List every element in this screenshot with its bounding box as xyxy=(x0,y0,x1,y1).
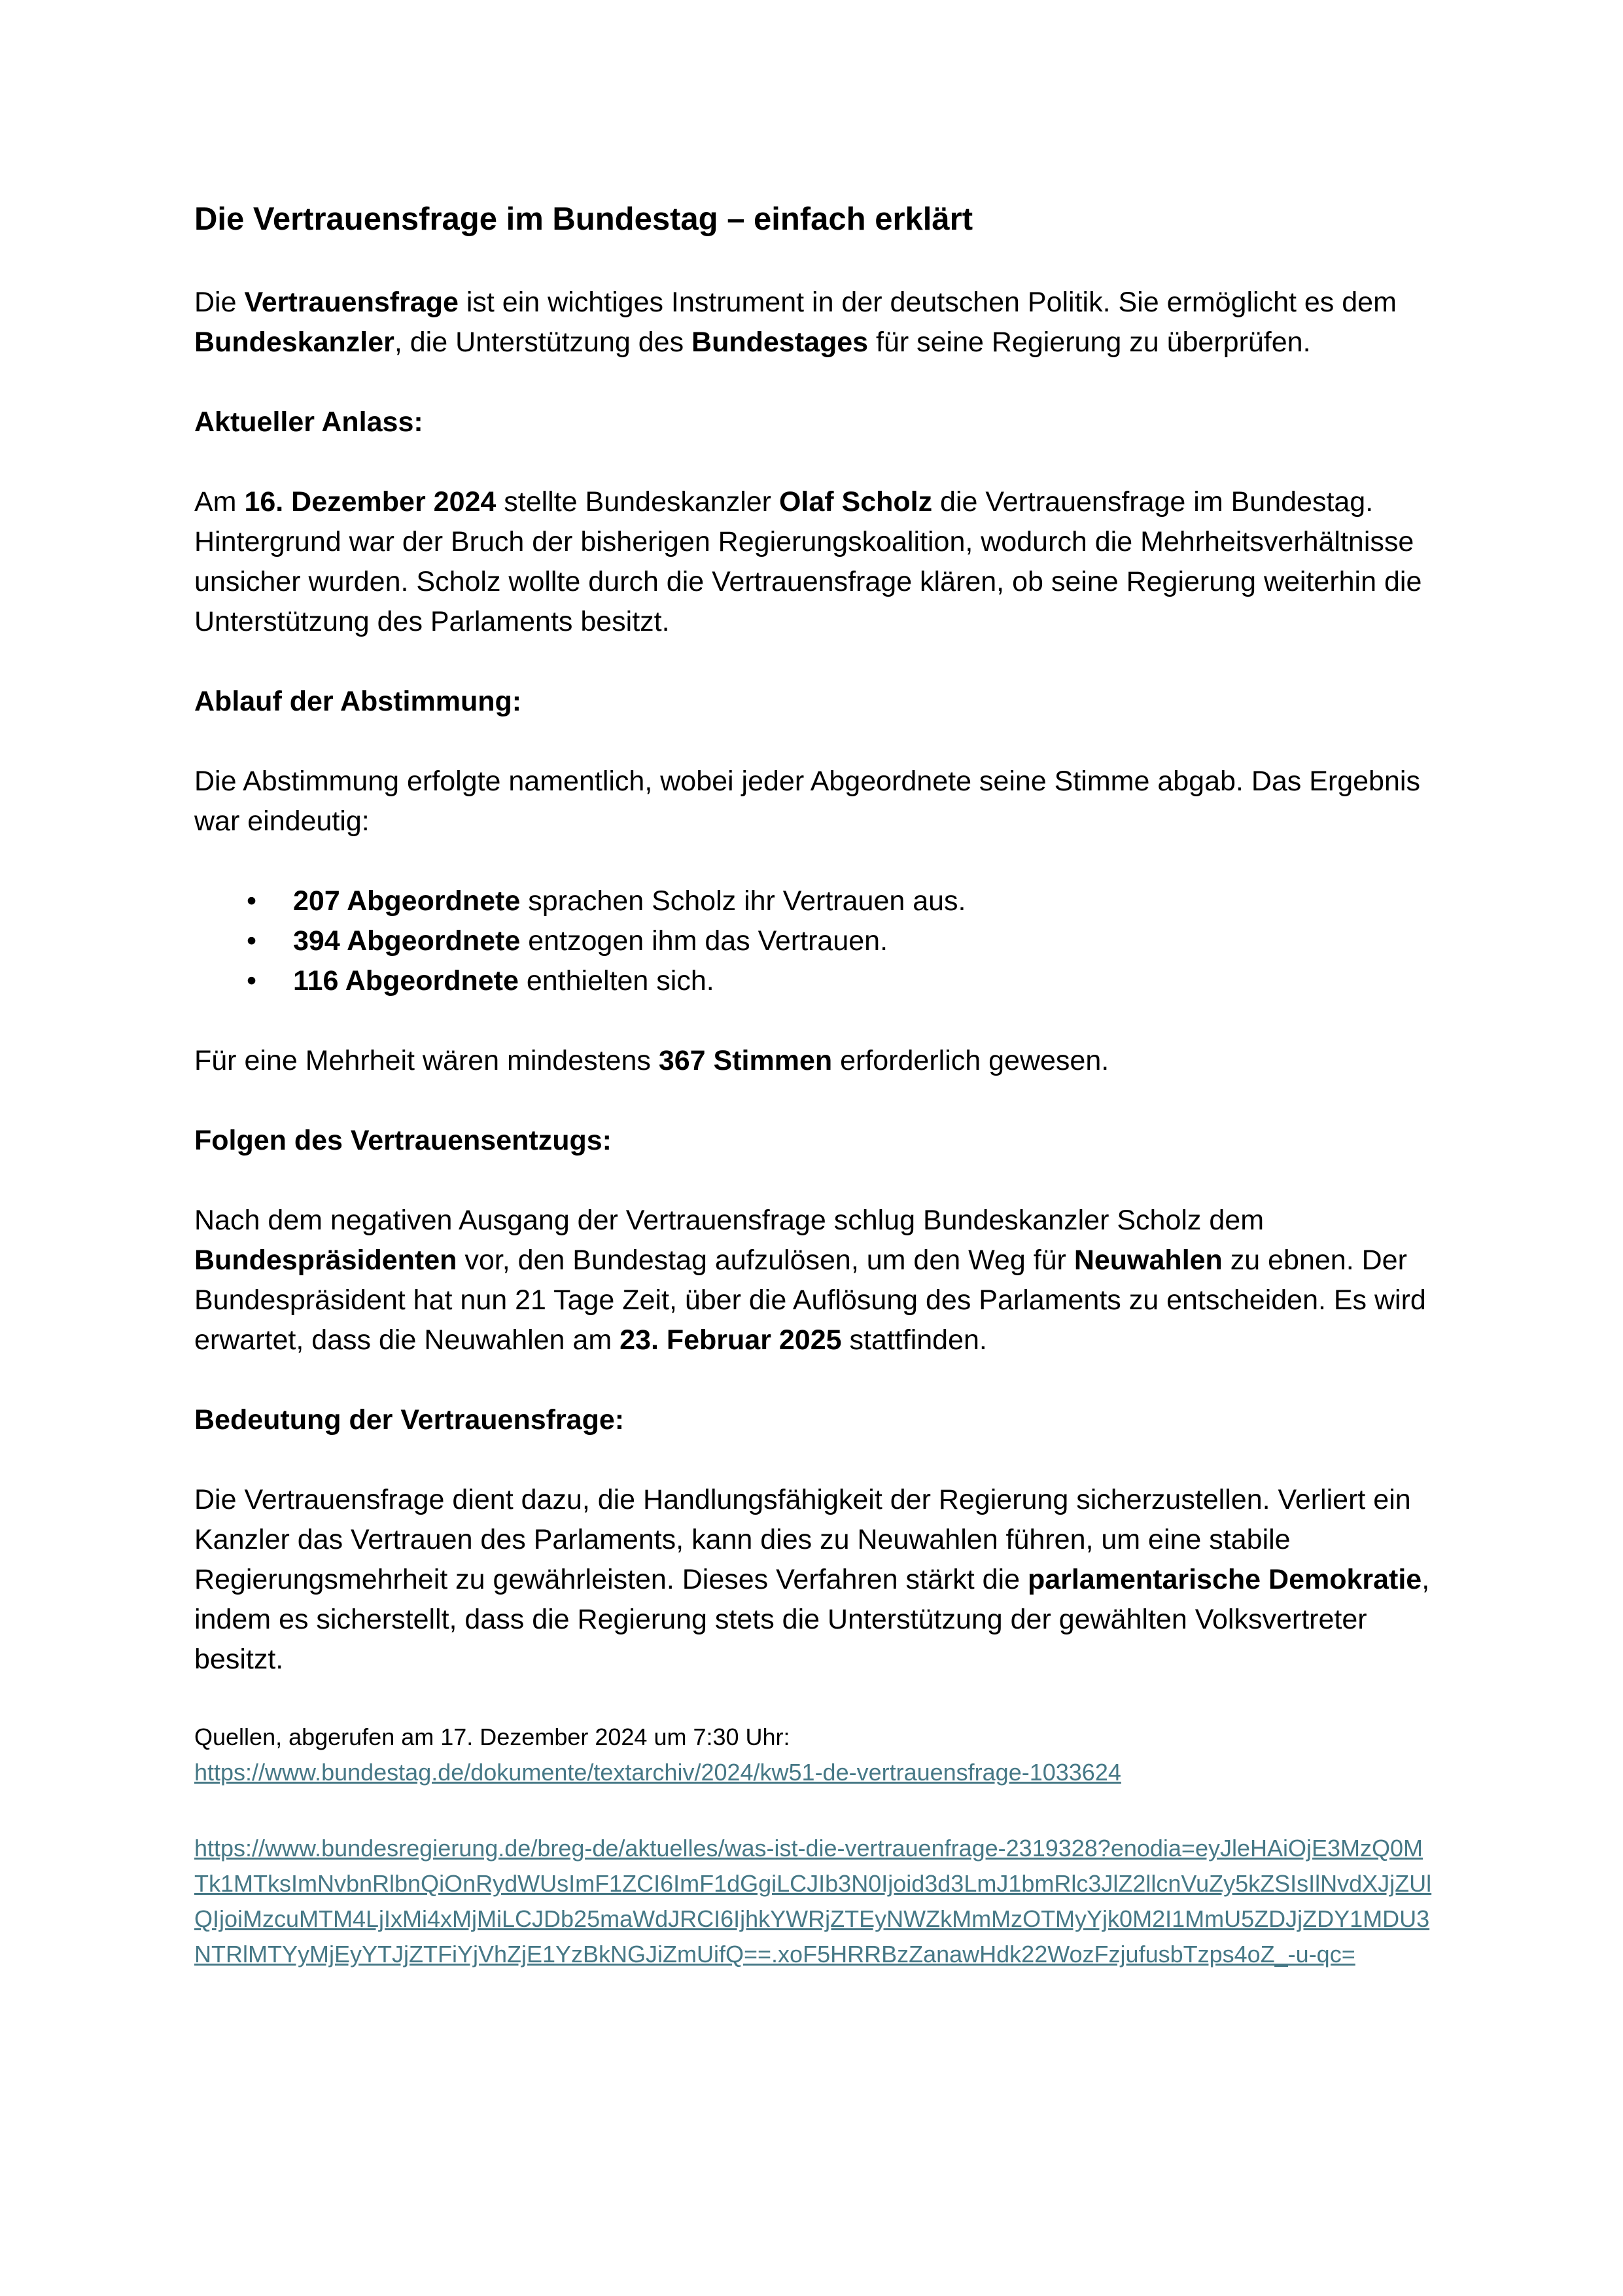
ablauf-heading: Ablauf der Abstimmung: xyxy=(194,686,522,717)
document-page xyxy=(194,196,1437,1972)
folgen-text-2: vor, den Bundestag aufzulösen, um den Weg für xyxy=(457,1245,1074,1276)
vote-description: sprachen Scholz ihr Vertrauen aus. xyxy=(520,885,966,917)
bedeutung-bold-demokratie: parlamentarische Demokratie xyxy=(1027,1564,1422,1595)
list-item xyxy=(194,881,1437,921)
majority-text-1: Für eine Mehrheit wären mindestens xyxy=(194,1045,659,1076)
list-item xyxy=(194,961,1437,1001)
bedeutung-paragraph xyxy=(194,1480,1437,1680)
anlass-heading: Aktueller Anlass: xyxy=(194,406,423,438)
anlass-text-3: die Vertrauensfrage im Bundestag. Hintergrund war der Bruch der bisherigen Regierungskoalition, wodurch die Mehrheitsverhältnisse unsicher wurden. Scholz wollte durch die Vertrauensfrage klären, ob seine Regierung weiterhin die Unterstützung des Parlaments besitzt. xyxy=(194,486,1422,637)
majority-text-2: erforderlich gewesen. xyxy=(832,1045,1109,1076)
bedeutung-text-2: , indem es sicherstellt, dass die Regierung stets die Unterstützung der gewählten Volksvertreter besitzt. xyxy=(194,1564,1430,1675)
document-title: Die Vertrauensfrage im Bundestag – einfach erklärt xyxy=(194,202,973,237)
intro-paragraph xyxy=(194,283,1437,362)
vote-count: 394 Abgeordnete xyxy=(293,925,521,957)
vote-description: enthielten sich. xyxy=(518,965,714,997)
anlass-bold-name: Olaf Scholz xyxy=(778,486,933,518)
folgen-bold-bundespraesident: Bundespräsidenten xyxy=(194,1245,457,1276)
vote-count: 207 Abgeordnete xyxy=(293,885,521,917)
folgen-text-3: zu ebnen. Der Bundespräsident hat nun 21 Tage Zeit, über die Auflösung des Parlaments zu entscheiden. Es wird erwartet, dass die Neuwahlen am xyxy=(194,1245,1426,1356)
intro-text-1: Die xyxy=(194,287,245,318)
bedeutung-text-1: Die Vertrauensfrage dient dazu, die Handlungsfähigkeit der Regierung sicherzustellen. Verliert ein Kanzler das Vertrauen des Parlaments, kann dies zu Neuwahlen führen, um eine stabile Regierungsmehrheit zu gewährleisten. Dieses Verfahren stärkt die xyxy=(194,1484,1411,1595)
vote-results-list xyxy=(194,881,1437,1001)
intro-bold-bundestages: Bundestages xyxy=(691,327,869,358)
anlass-text-1: Am xyxy=(194,486,245,518)
source-link-bundesregierung[interactable]: https://www.bundesregierung.de/breg-de/aktuelles/was-ist-die-vertrauenfrage-2319328?enodia=eyJleHAiOjE3MzQ0MTk1MTksImNvbnRlbnQiOnRydWUsImF1ZCI6ImF1dGgiLCJIb3N0Ijoid3d3LmJ1bmRlc3JlZ2llcnVuZy5kZSIsIlNvdXJjZUlQIjoiMzcuMTM4LjIxMi4xMjMiLCJDb25maWdJRCI6IjhkYWRjZTEyNWZkMmMzOTMyYjk0M2I1MmU5ZDJjZDY1MDU3NTRlMTYyMjEyYTJjZTFiYjVhZjE1YzBkNGJiZmUifQ==.xoF5HRRBzZanawHdk22WozFzjufusbTzps4oZ_-u-qc= xyxy=(194,1835,1432,1968)
intro-text-4: für seine Regierung zu überprüfen. xyxy=(868,327,1311,358)
intro-text-2: ist ein wichtiges Instrument in der deutschen Politik. Sie ermöglicht es dem xyxy=(458,287,1397,318)
bullet-icon: • xyxy=(247,925,257,957)
folgen-paragraph xyxy=(194,1201,1437,1360)
anlass-bold-date: 16. Dezember 2024 xyxy=(244,486,497,518)
folgen-heading: Folgen des Vertrauensentzugs: xyxy=(194,1125,612,1156)
list-item xyxy=(194,921,1437,961)
sources-label: Quellen, abgerufen am 17. Dezember 2024 um 7:30 Uhr: xyxy=(194,1723,790,1750)
intro-text-3: , die Unterstützung des xyxy=(394,327,692,358)
anlass-text-2: stellte Bundeskanzler xyxy=(496,486,779,518)
majority-paragraph xyxy=(194,1041,1437,1081)
majority-bold-votes: 367 Stimmen xyxy=(658,1045,833,1076)
bullet-icon: • xyxy=(247,965,257,997)
folgen-text-4: stattfinden. xyxy=(841,1324,987,1356)
vote-description: entzogen ihm das Vertrauen. xyxy=(520,925,888,957)
bullet-icon: • xyxy=(247,885,257,917)
ablauf-paragraph: Die Abstimmung erfolgte namentlich, wobei jeder Abgeordnete seine Stimme abgab. Das Ergebnis war eindeutig: xyxy=(194,766,1420,837)
folgen-text-1: Nach dem negativen Ausgang der Vertrauensfrage schlug Bundeskanzler Scholz dem xyxy=(194,1205,1265,1236)
intro-bold-bundeskanzler: Bundeskanzler xyxy=(194,327,394,358)
vote-count: 116 Abgeordnete xyxy=(293,965,519,997)
intro-bold-vertrauensfrage: Vertrauensfrage xyxy=(244,287,459,318)
bedeutung-heading: Bedeutung der Vertrauensfrage: xyxy=(194,1404,625,1436)
source-link-bundestag[interactable]: https://www.bundestag.de/dokumente/textarchiv/2024/kw51-de-vertrauensfrage-1033624 xyxy=(194,1759,1121,1786)
folgen-bold-date: 23. Februar 2025 xyxy=(620,1324,842,1356)
anlass-paragraph xyxy=(194,482,1437,642)
folgen-bold-neuwahlen: Neuwahlen xyxy=(1073,1245,1223,1276)
